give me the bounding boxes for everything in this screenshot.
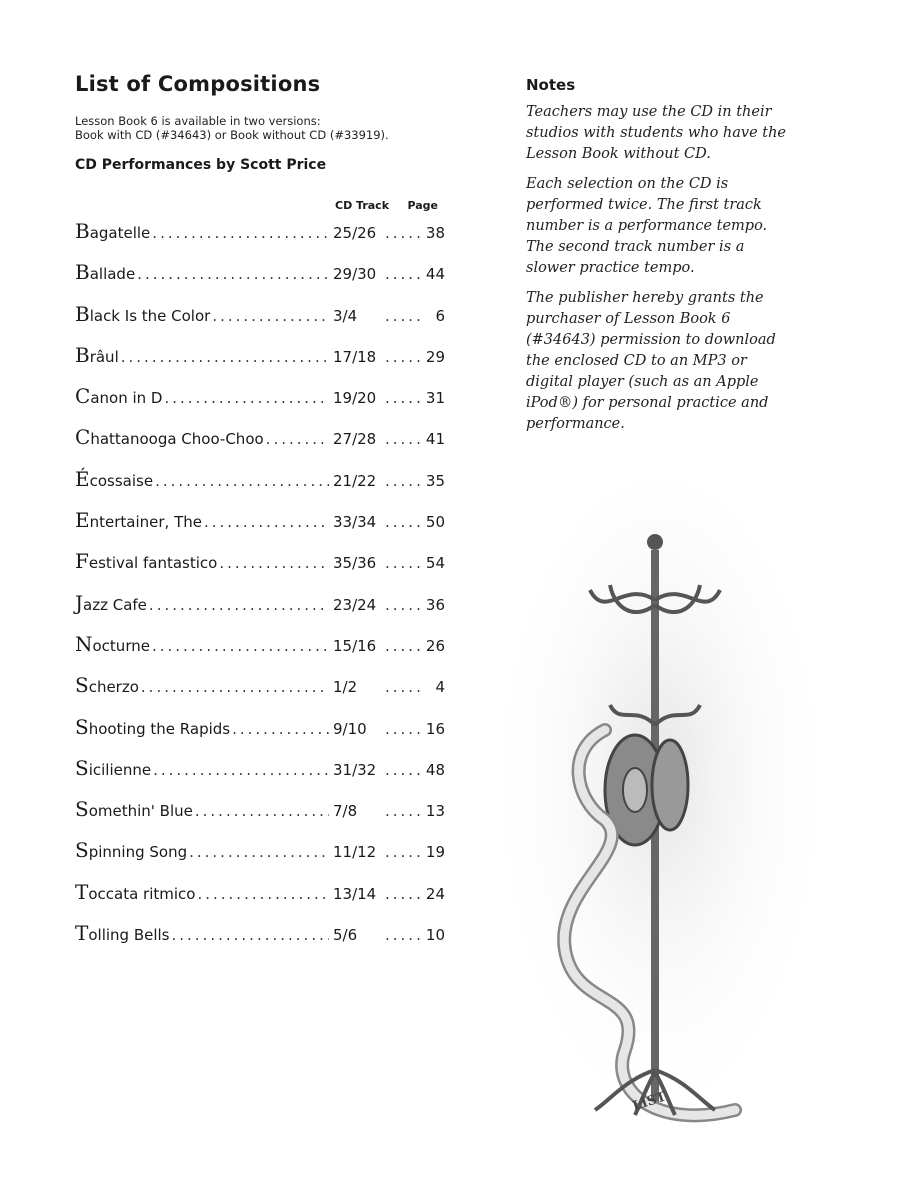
cd-track: 9/10 (333, 719, 367, 738)
composition-name: Entertainer, The (75, 508, 202, 533)
leader-dots (266, 430, 329, 448)
cd-track: 17/18 (333, 347, 377, 366)
column-headers (75, 199, 445, 215)
cd-track: 35/36 (333, 554, 377, 573)
leader-dots (385, 885, 425, 903)
leader-dots (197, 885, 329, 903)
composition-row (75, 756, 445, 797)
leader-dots (137, 265, 329, 283)
intro-line: Lesson Book 6 is available in two versions: (75, 114, 321, 128)
composition-name: Bagatelle (75, 219, 151, 243)
composition-row (75, 219, 445, 260)
composition-name: Somethin' Blue (75, 797, 193, 822)
leader-dots (189, 843, 329, 861)
cd-track: 7/8 (333, 802, 358, 821)
page-title: List of Compositions (75, 72, 321, 96)
cd-track: 5/6 (333, 926, 358, 945)
composition-name: Brâul (75, 342, 119, 367)
leader-dots (152, 637, 329, 655)
leader-dots (172, 926, 330, 944)
notes-title: Notes (526, 76, 576, 94)
page-number: 24 (425, 884, 445, 903)
page-header: Page (407, 199, 438, 212)
composition-row (75, 467, 445, 508)
leader-dots (385, 307, 425, 325)
leader-dots (385, 348, 425, 366)
cd-track: 29/30 (333, 265, 377, 284)
leader-dots (385, 430, 425, 448)
leader-dots (385, 720, 425, 738)
composition-row (75, 797, 445, 838)
page-number: 41 (425, 430, 445, 449)
cd-track: 23/24 (333, 595, 377, 614)
page-number: 19 (425, 843, 445, 862)
cd-track: 11/12 (333, 843, 377, 862)
page-number: 31 (425, 389, 445, 408)
cd-track: 19/20 (333, 389, 377, 408)
intro-text (75, 114, 445, 142)
composition-name: Shooting the Rapids (75, 714, 231, 739)
page-number: 50 (425, 513, 445, 532)
page-number: 48 (425, 760, 445, 779)
coat-rack-illustration (495, 470, 825, 1170)
composition-name: Sicilienne (75, 755, 152, 780)
ribbon-label: LIST (630, 1089, 669, 1115)
composition-name: Jazz Cafe (75, 590, 147, 615)
leader-dots (164, 389, 329, 407)
leader-dots (385, 843, 425, 861)
leader-dots (152, 224, 329, 242)
leader-dots (385, 637, 425, 655)
notes-column (526, 76, 796, 444)
composition-name: Nocturne (75, 631, 150, 656)
composition-row (75, 549, 445, 590)
intro-line: Book with CD (#34643) or Book without CD (#33919). (75, 128, 389, 142)
leader-dots (385, 265, 425, 283)
composition-name: Tolling Bells (75, 921, 170, 946)
leader-dots (195, 802, 329, 820)
leader-dots (385, 554, 425, 572)
leader-dots (153, 761, 329, 779)
leader-dots (385, 224, 425, 242)
page-number: 36 (425, 595, 445, 614)
compositions-list (75, 219, 445, 962)
leader-dots (385, 926, 425, 944)
cd-track: 1/2 (333, 678, 358, 697)
cd-track: 3/4 (333, 306, 358, 325)
leader-dots (385, 761, 425, 779)
page-number: 6 (435, 306, 445, 325)
note-paragraph: Each selection on the CD is performed twice. The first track number is a performance tempo. The second track number is a slower practice tempo. (526, 176, 768, 276)
leader-dots (141, 678, 329, 696)
leader-dots (385, 802, 425, 820)
composition-row (75, 632, 445, 673)
composition-row (75, 302, 445, 343)
composition-row (75, 508, 445, 549)
cd-track: 15/16 (333, 636, 377, 655)
note-paragraph: Teachers may use the CD in their studios with students who have the Lesson Book without CD. (526, 104, 787, 162)
composition-name: Spinning Song (75, 838, 188, 863)
page-number: 35 (425, 471, 445, 490)
composition-row (75, 425, 445, 466)
leader-dots (385, 596, 425, 614)
cd-track: 27/28 (333, 430, 377, 449)
page-number: 38 (425, 224, 445, 242)
page-number: 10 (425, 926, 445, 945)
composition-name: Toccata ritmico (75, 879, 196, 904)
composition-name: Ballade (75, 260, 136, 285)
leader-dots (149, 596, 329, 614)
composition-name: Black Is the Color (75, 301, 211, 326)
section-subtitle: CD Performances by Scott Price (75, 157, 327, 173)
cd-track: 13/14 (333, 884, 377, 903)
leader-dots (385, 513, 425, 531)
leader-dots (212, 307, 329, 325)
page-number: 16 (425, 719, 445, 738)
composition-row (75, 384, 445, 425)
cd-track: 25/26 (333, 224, 377, 242)
leader-dots (385, 389, 425, 407)
leader-dots (219, 554, 329, 572)
composition-row (75, 343, 445, 384)
cd-track: 21/22 (333, 471, 377, 490)
composition-name: Scherzo (75, 673, 139, 698)
composition-row (75, 838, 445, 879)
cd-track-header: CD Track (335, 199, 390, 212)
composition-name: Canon in D (75, 384, 163, 409)
composition-row (75, 880, 445, 921)
composition-row (75, 921, 445, 962)
page-number: 13 (425, 802, 445, 821)
composition-row (75, 673, 445, 714)
page-number: 29 (425, 347, 445, 366)
composition-row (75, 591, 445, 632)
composition-row (75, 715, 445, 756)
composition-name: Festival fantastico (75, 549, 218, 574)
leader-dots (121, 348, 329, 366)
composition-name: Écossaise (75, 466, 154, 491)
leader-dots (385, 678, 425, 696)
page-number: 4 (435, 678, 445, 697)
cd-track: 33/34 (333, 513, 377, 532)
leader-dots (232, 720, 329, 738)
page-number: 44 (425, 265, 445, 284)
composition-name: Chattanooga Choo-Choo (75, 425, 264, 450)
leader-dots (385, 472, 425, 490)
compositions-column (75, 72, 445, 962)
page-number: 26 (425, 636, 445, 655)
composition-row (75, 260, 445, 301)
page-number: 54 (425, 554, 445, 573)
leader-dots (204, 513, 329, 531)
cd-track: 31/32 (333, 760, 377, 779)
note-paragraph: The publisher hereby grants the purchaser of Lesson Book 6 (#34643) permission to download the enclosed CD to an MP3 or digital player (such as an Apple iPod®) for personal practice and performance. (526, 290, 776, 432)
leader-dots (155, 472, 329, 490)
coat-rack-drawing (495, 470, 825, 1170)
